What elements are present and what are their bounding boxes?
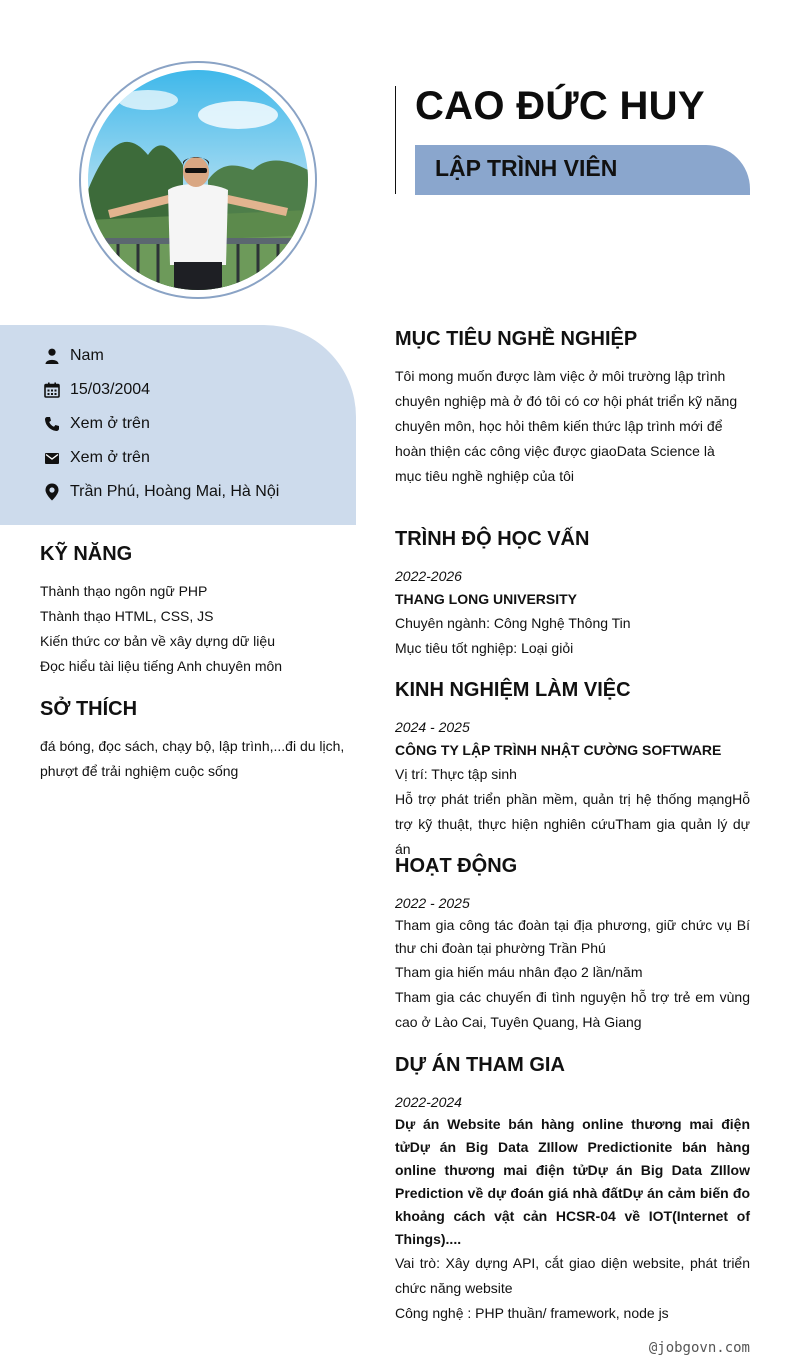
skills-heading: KỸ NĂNG [40,543,133,565]
activity-item: Tham gia các chuyến đi tình nguyện hỗ trợ trẻ em vùng cao ở Lào Cai, Tuyên Quang, Hà Giang [395,989,750,1030]
calendar-icon [42,380,62,400]
experience-company: CÔNG TY LẬP TRÌNH NHẬT CƯỜNG SOFTWARE [395,742,722,758]
location-pin-icon [42,482,62,502]
projects-heading: DỰ ÁN THAM GIA [395,1054,565,1076]
skill-item: Thành thạo ngôn ngữ PHP [40,583,208,599]
objective-text: Tôi mong muốn được làm việc ở môi trường lập trình chuyên nghiệp mà ở đó tôi có cơ hội phát triển kỹ năng chuyên môn, học hỏi thêm kiến thức lập trình mới để hoàn thiện các công việc được giaoData Science là mục tiêu nghề nghiệp của tôi [395,368,738,484]
activities-heading: HOẠT ĐỘNG [395,855,518,877]
activities-block [395,892,750,1035]
phone-icon [42,414,62,434]
projects-period: 2022-2024 [395,1094,462,1110]
watermark: @jobgovn.com [648,1340,750,1356]
contact-phone-text: Xem ở trên [70,415,150,432]
avatar [88,70,308,290]
project-tech: Công nghệ : PHP thuần/ framework, node js [395,1305,669,1321]
education-goal: Mục tiêu tốt nghiệp: Loại giỏi [395,640,574,656]
projects-block [395,1091,750,1326]
education-major: Chuyên ngành: Công Nghệ Thông Tin [395,615,631,631]
education-school: THANG LONG UNIVERSITY [395,591,578,607]
skills-list [40,579,282,679]
contact-birthday [42,378,150,402]
contact-address-text: Trần Phú, Hoàng Mai, Hà Nội [70,483,280,500]
person-icon [42,346,62,366]
project-role: Vai trò: Xây dựng API, cắt giao diện website, phát triển chức năng website [395,1255,750,1296]
experience-block [395,716,750,862]
contact-gender-text: Nam [70,347,104,364]
contact-gender [42,344,104,368]
project-name: Dự án Website bán hàng online thương mai điện tửDự án Big Data ZIllow Predictionite bán hàng online thương mai điện tửDự án Big Data ZIllow Prediction về dự đoán giá nhà đấtDự án cảm biến đo khoảng cách vật cản HCSR-04 về IOT(Internet of Things).... [395,1116,750,1247]
education-block [395,565,750,661]
education-heading: TRÌNH ĐỘ HỌC VẤN [395,528,590,550]
contact-email-text: Xem ở trên [70,449,150,466]
contact-email [42,446,150,470]
contact-birthday-text: 15/03/2004 [70,381,151,398]
skill-item: Kiến thức cơ bản về xây dựng dữ liệu [40,633,275,649]
activity-item: Tham gia hiến máu nhân đạo 2 lần/năm [395,964,643,980]
candidate-name: CAO ĐỨC HUY [415,84,705,128]
activity-item: Tham gia công tác đoàn tại địa phương, giữ chức vụ Bí thư chi đoàn tại phường Trần Phú [395,917,750,956]
candidate-role: LẬP TRÌNH VIÊN [435,155,618,181]
experience-heading: KINH NGHIỆM LÀM VIỆC [395,679,631,701]
education-period: 2022-2026 [395,568,462,584]
contact-phone [42,412,150,436]
experience-description: Hỗ trợ phát triển phần mềm, quản trị hệ thống mạngHỗ trợ kỹ thuật, thực hiện nghiên cứuTham gia quản lý dự án [395,791,750,857]
contact-address [42,480,279,504]
avatar-photo [88,70,308,290]
hobbies-heading: SỞ THÍCH [40,698,138,720]
skill-item: Đọc hiểu tài liệu tiếng Anh chuyên môn [40,658,283,674]
activities-period: 2022 - 2025 [395,895,470,911]
header-divider [395,86,396,194]
skill-item: Thành thạo HTML, CSS, JS [40,608,214,624]
hobbies-text: đá bóng, đọc sách, chạy bộ, lập trình,...đi du lịch, phượt để trải nghiệm cuộc sống [40,738,345,779]
experience-period: 2024 - 2025 [395,719,470,735]
objective-heading: MỤC TIÊU NGHỀ NGHIỆP [395,328,638,350]
mail-icon [42,448,62,468]
experience-position: Vị trí: Thực tập sinh [395,766,517,782]
